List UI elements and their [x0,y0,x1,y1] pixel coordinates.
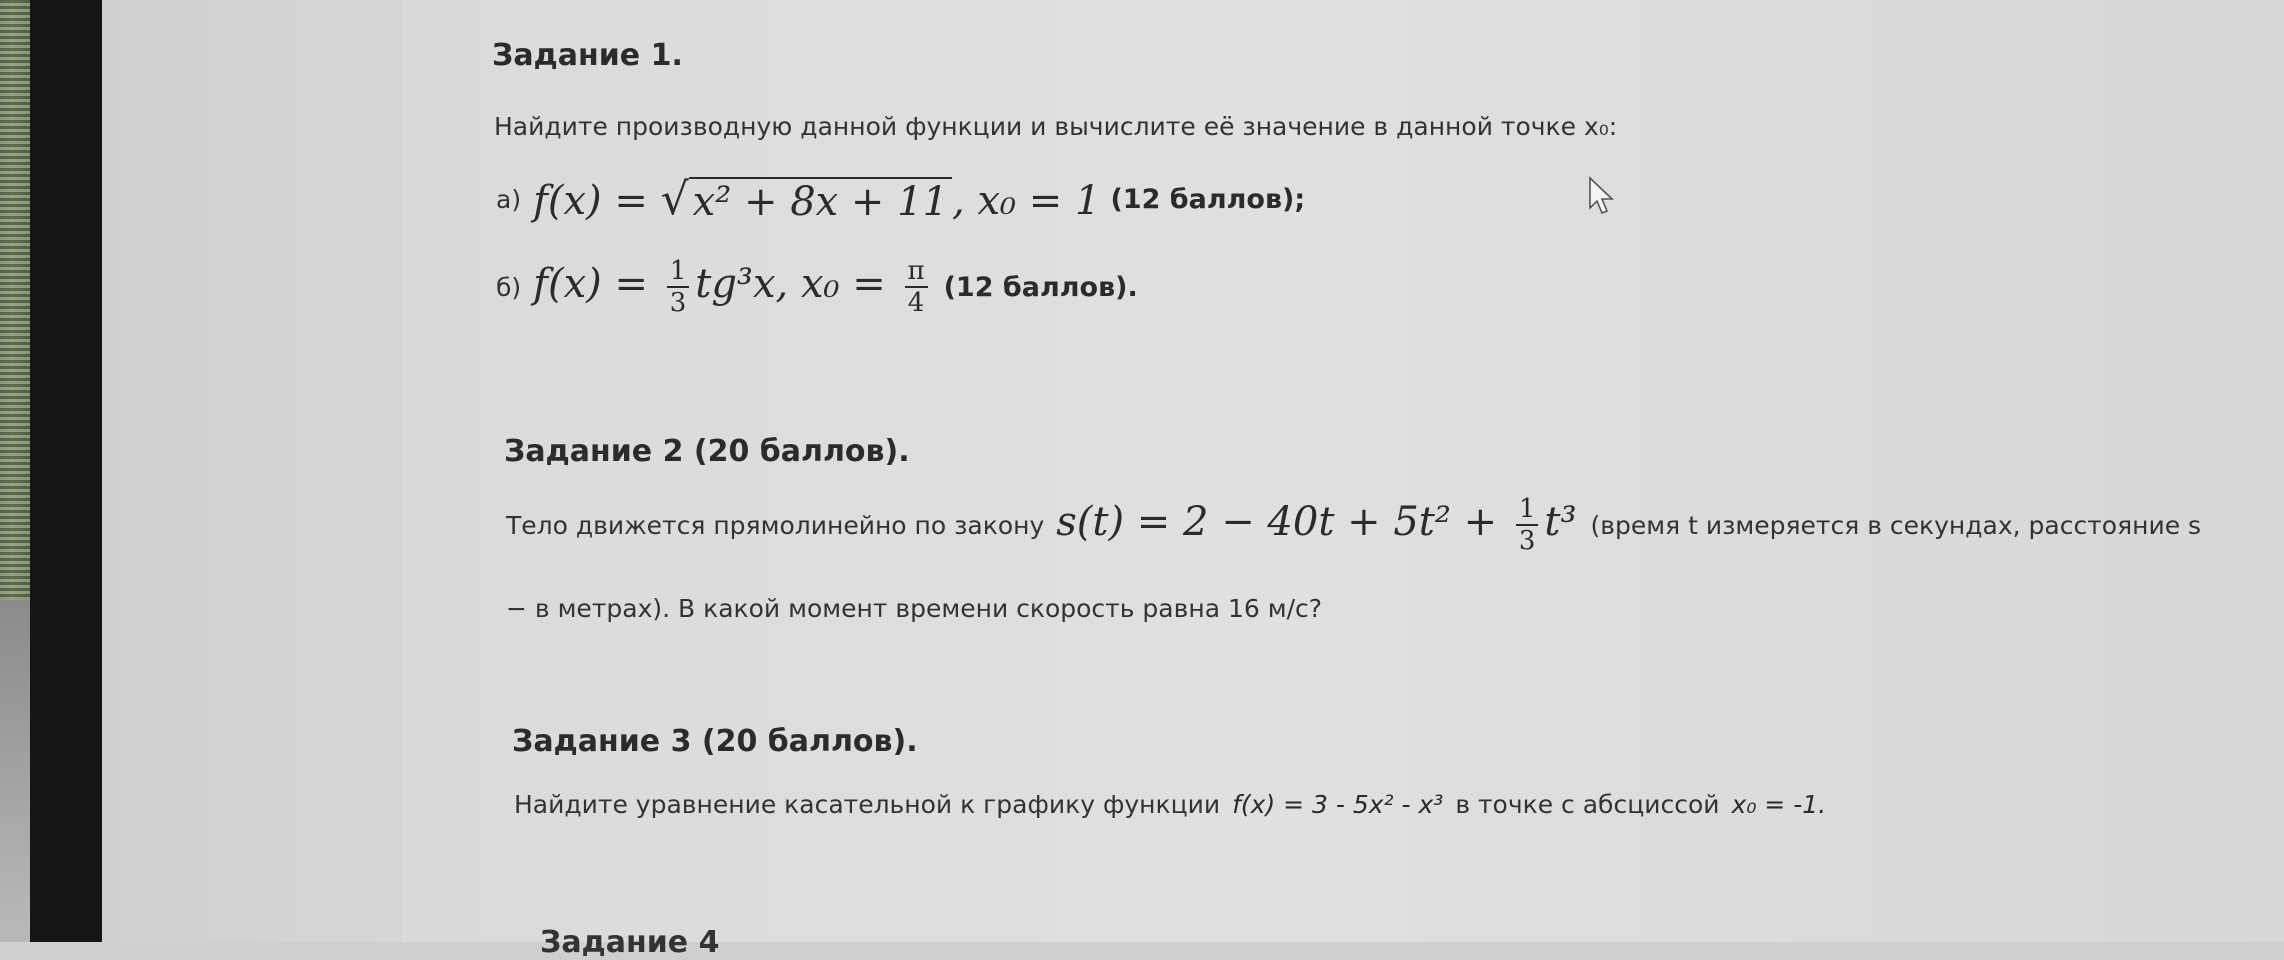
task2-text-before: Тело движется прямолинейно по закону [506,510,1045,540]
sqrt-sign: √ x² + 8x + 11 [661,174,952,225]
task3-func: f(x) = 3 - 5x² - x³ [1232,790,1444,819]
background-strip [0,0,30,600]
task3-text-mid: в точке с абсциссой [1455,790,1720,819]
item-b-formula [533,256,933,318]
frac-num: 1 [667,256,690,288]
sqrt-content: x² + 8x + 11 [689,177,952,225]
left-margin-panel [102,0,402,942]
item-b-label: б) [496,272,522,302]
pi-den: 4 [907,288,925,318]
task2-text-after: (время t измеряется в секундах, расстояние s [1590,510,2202,540]
item-b-points: (12 баллов). [943,271,1138,303]
fraction-one-third-t [1516,494,1539,556]
task4-title-cut: Задание 4 [540,925,720,960]
law-part1: s(t) = 2 − 40t + 5t² + [1056,499,1510,545]
task2-title: Задание 2 (20 баллов). [504,434,910,469]
frac-den-2: 3 [1518,526,1536,556]
task3-title: Задание 3 (20 баллов). [512,724,918,759]
item-b-lhs: f(x) = [533,261,661,307]
law-part2: t³ [1544,499,1577,545]
task3-text-before: Найдите уравнение касательной к графику функции [514,790,1221,819]
task1-title: Задание 1. [492,38,683,73]
task2-line1 [506,494,2201,556]
task2-law [1056,494,1576,556]
item-b-expr: tg³x, x₀ = [695,261,899,307]
pi-num: π [905,256,928,288]
fraction-one-third [667,256,690,318]
screen-edge [30,0,102,942]
task2-line2: − в метрах). В какой момент времени скорость равна 16 м/с? [506,594,1323,623]
item-a-label: а) [496,185,522,214]
task1-item-a [496,174,1305,225]
item-a-points: (12 баллов); [1110,184,1306,215]
task3-line [514,790,1826,819]
frac-num-2: 1 [1516,494,1539,526]
task1-instruction: Найдите производную данной функции и вычислите её значение в данной точке x₀: [494,112,1618,141]
item-a-lhs: f(x) = [533,178,661,224]
item-a-formula [533,174,1100,225]
task1-item-b [496,256,1138,318]
mouse-pointer-icon [1588,176,1616,216]
frac-den: 3 [669,288,687,318]
fraction-pi-quarter [905,256,928,318]
task3-point: x₀ = -1. [1731,790,1827,819]
item-a-point: , x₀ = 1 [952,178,1101,224]
